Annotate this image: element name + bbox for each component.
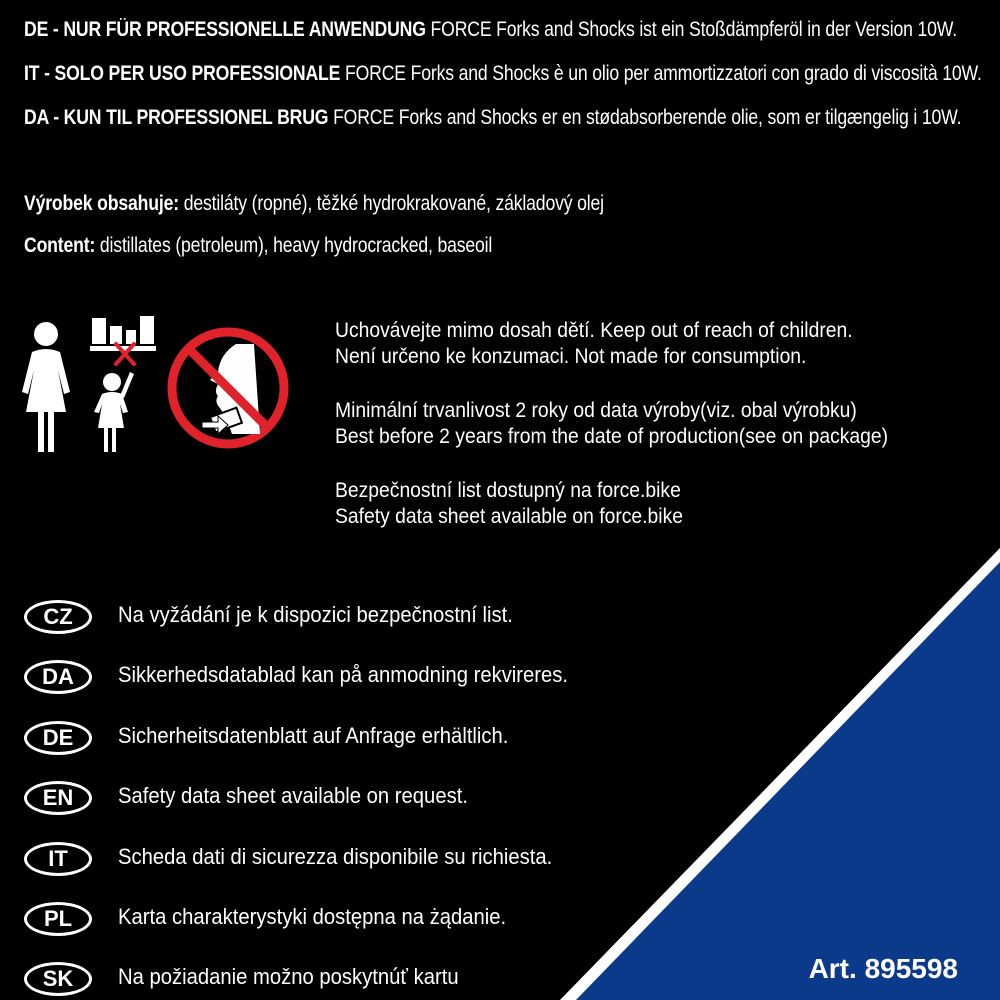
lang-badge-de: DE [24, 721, 92, 755]
lang-badge-sk: SK [24, 962, 92, 996]
contents-line-cz: Výrobek obsahuje: destiláty (ropné), těžké hydrokrakované, základový olej [24, 192, 604, 215]
lang-badge-da: DA [24, 660, 92, 694]
safety-text-en: Safety data sheet available on request. [118, 783, 468, 808]
warning-safety-sheet: Bezpečnostní list dostupný na force.bike Safety data sheet available on force.bike [335, 479, 683, 528]
lang-line-de: DE - NUR FÜR PROFESSIONELLE ANWENDUNG FORCE Forks and Shocks ist ein Stoßdämpferöl in der Version 10W. [24, 18, 958, 41]
safety-text-da: Sikkerhedsdatablad kan på anmodning rekvireres. [118, 662, 569, 687]
warning-children: Uchovávejte mimo dosah dětí. Keep out of reach of children. Není určeno ke konzumaci. Not made for consumption. [335, 319, 853, 368]
warning-shelf-life: Minimální trvanlivost 2 roky od data výroby(viz. obal výrobku) Best before 2 years from the date of production(see on package) [335, 399, 889, 448]
lang-badge-cz: CZ [24, 600, 92, 634]
lang-line-it: IT - SOLO PER USO PROFESSIONALE FORCE Forks and Shocks è un olio per ammortizzatori con grado di viscosità 10W. [24, 62, 982, 85]
article-number: Art. 895598 [808, 953, 958, 984]
lang-badge-pl: PL [24, 902, 92, 936]
safety-text-sk: Na požiadanie možno poskytnúť kartu [118, 964, 459, 989]
keep-away-from-children-icon [20, 312, 160, 457]
safety-text-de: Sicherheitsdatenblatt auf Anfrage erhältlich. [118, 723, 509, 748]
safety-text-it: Scheda dati di sicurezza disponibile su richiesta. [118, 844, 553, 869]
lang-badge-en: EN [24, 781, 92, 815]
not-for-consumption-icon [166, 326, 291, 451]
contents-line-en: Content: distillates (petroleum), heavy hydrocracked, baseoil [24, 234, 493, 257]
lang-badge-it: IT [24, 842, 92, 876]
safety-text-cz: Na vyžádání je k dispozici bezpečnostní list. [118, 602, 513, 627]
safety-text-pl: Karta charakterystyki dostępna na żądanie. [118, 904, 507, 929]
lang-line-da: DA - KUN TIL PROFESSIONEL BRUG FORCE Forks and Shocks er en stødabsorberende olie, som er tilgængelig i 10W. [24, 106, 962, 129]
